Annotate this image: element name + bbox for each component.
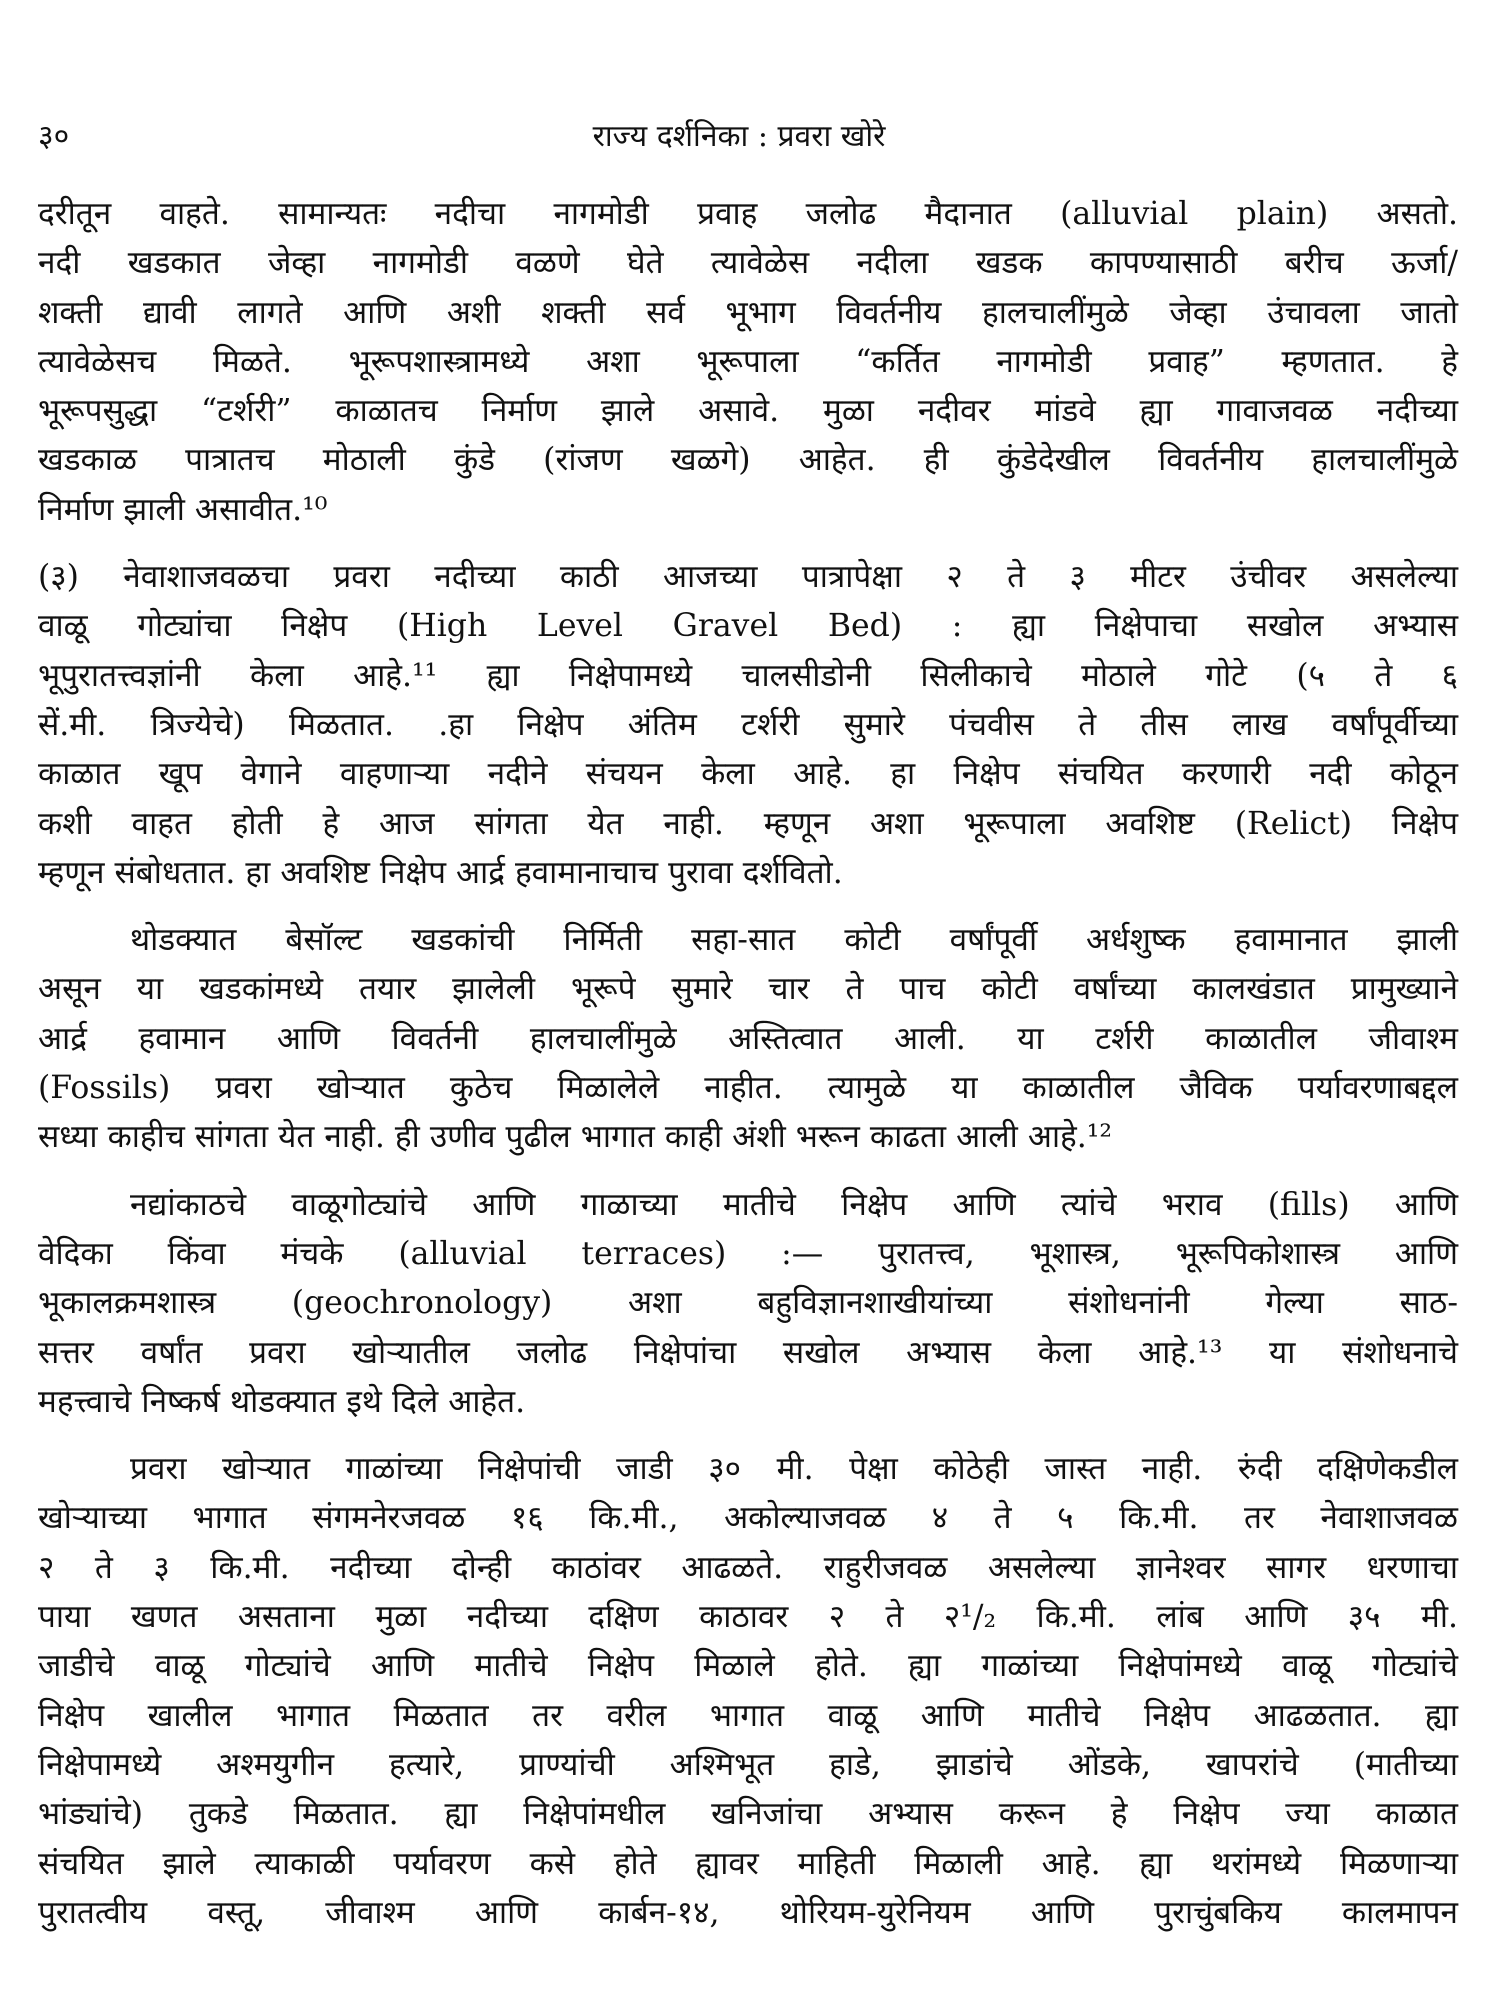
text-line: सत्तर वर्षांत प्रवरा खोऱ्यातील जलोढ निक्षेपांचा सखोल अभ्यास केला आहे.¹³ या संशोधनाचे (38, 1334, 1458, 1371)
text-line: खोऱ्याच्या भागात संगमनेरजवळ १६ कि.मी., अकोल्याजवळ ४ ते ५ कि.मी. तर नेवाशाजवळ (38, 1500, 1458, 1537)
text-line: पुरातत्वीय वस्तू, जीवाश्म आणि कार्बन-१४, थोरियम-युरेनियम आणि पुराचुंबकिय कालमापन (38, 1894, 1458, 1931)
running-head (38, 114, 1440, 164)
text-line: भूरूपसुद्धा “टर्शरी” काळातच निर्माण झाले असावे. मुळा नदीवर मांडवे ह्या गावाजवळ नदीच्या (38, 393, 1458, 430)
text-line: थोडक्यात बेसॉल्ट खडकांची निर्मिती सहा-सात कोटी वर्षांपूर्वी अर्धशुष्क हवामानात झाली (130, 922, 1458, 959)
paragraph-gravel-bed (38, 553, 1458, 898)
text-line: निक्षेप खालील भागात मिळतात तर वरील भागात वाळू आणि मातीचे निक्षेप आढळतात. ह्या (38, 1697, 1458, 1734)
text-line: सध्या काहीच सांगता येत नाही. ही उणीव पुढील भागात काही अंशी भरून काढता आली आहे.¹² (38, 1119, 1113, 1156)
text-line: म्हणून संबोधतात. हा अवशिष्ट निक्षेप आर्द्र हवामानाचाच पुरावा दर्शवितो. (38, 854, 843, 891)
text-line: असून या खडकांमध्ये तयार झालेली भूरूपे सुमारे चार ते पाच कोटी वर्षांच्या कालखंडात प्रामुख्याने (38, 971, 1458, 1008)
text-line: महत्त्वाचे निष्कर्ष थोडक्यात इथे दिले आहेत. (38, 1383, 526, 1420)
paragraph-deposits (38, 1445, 1458, 1938)
text-line: संचयित झाले त्याकाळी पर्यावरण कसे होते ह्यावर माहिती मिळाली आहे. ह्या थरांमध्ये मिळणाऱ्या (38, 1845, 1458, 1882)
text-line: वाळू गोट्यांचा निक्षेप (High Level Gravel Bed) : ह्या निक्षेपाचा सखोल अभ्यास (38, 608, 1458, 645)
paragraph-basalt (38, 916, 1458, 1162)
body-text (38, 190, 1458, 1956)
text-line: नदी खडकात जेव्हा नागमोडी वळणे घेते त्यावेळेस नदीला खडक कापण्यासाठी बरीच ऊर्जा/ (38, 245, 1458, 282)
text-line: आर्द्र हवामान आणि विवर्तनी हालचालींमुळे अस्तित्वात आली. या टर्शरी काळातील जीवाश्म (38, 1020, 1458, 1057)
text-line: निक्षेपामध्ये अश्मयुगीन हत्यारे, प्राण्यांची अश्मिभूत हाडे, झाडांचे ओंडके, खापरांचे (मातीच्या (38, 1746, 1458, 1783)
paragraph-terraces (38, 1181, 1458, 1427)
text-line: पाया खणत असताना मुळा नदीच्या दक्षिण काठावर २ ते २¹/₂ कि.मी. लांब आणि ३५ मी. (38, 1599, 1458, 1636)
page-number: ३० (38, 119, 70, 154)
text-line: भूपुरातत्त्वज्ञांनी केला आहे.¹¹ ह्या निक्षेपामध्ये चालसीडोनी सिलीकाचे मोठाले गोटे (५ ते ६ (38, 657, 1458, 694)
text-line: दरीतून वाहते. सामान्यतः नदीचा नागमोडी प्रवाह जलोढ मैदानात (alluvial plain) असतो. (38, 196, 1458, 232)
text-line: वेदिका किंवा मंचके (alluvial terraces) :— पुरातत्त्व, भूशास्त्र, भूरूपिकोशास्त्र आणि (38, 1235, 1458, 1272)
text-line: शक्ती द्यावी लागते आणि अशी शक्ती सर्व भूभाग विवर्तनीय हालचालींमुळे जेव्हा उंचावला जातो (38, 294, 1458, 331)
text-line: भूकालक्रमशास्त्र (geochronology) अशा बहुविज्ञानशाखीयांच्या संशोधनांनी गेल्या साठ- (38, 1285, 1458, 1322)
text-line: भांड्यांचे) तुकडे मिळतात. ह्या निक्षेपांमधील खनिजांचा अभ्यास करून हे निक्षेप ज्या काळात (38, 1796, 1458, 1833)
text-line: सें.मी. त्रिज्येचे) मिळतात. .हा निक्षेप अंतिम टर्शरी सुमारे पंचवीस ते तीस लाख वर्षांपूर्वीच्या (38, 706, 1458, 743)
text-line: जाडीचे वाळू गोट्यांचे आणि मातीचे निक्षेप मिळाले होते. ह्या गाळांच्या निक्षेपांमध्ये वाळू गोट्यांचे (38, 1648, 1458, 1685)
text-line: प्रवरा खोऱ्यात गाळांच्या निक्षेपांची जाडी ३० मी. पेक्षा कोठेही जास्त नाही. रुंदी दक्षिणेकडील (130, 1451, 1458, 1488)
text-line: (Fossils) प्रवरा खोऱ्यात कुठेच मिळालेले नाहीत. त्यामुळे या काळातील जैविक पर्यावरणाबद्दल (38, 1070, 1458, 1107)
text-line: नद्यांकाठचे वाळूगोट्यांचे आणि गाळाच्या मातीचे निक्षेप आणि त्यांचे भराव (fills) आणि (130, 1186, 1458, 1223)
text-line: (३) नेवाशाजवळचा प्रवरा नदीच्या काठी आजच्या पात्रापेक्षा २ ते ३ मीटर उंचीवर असलेल्या (38, 559, 1458, 596)
paragraph-meander (38, 190, 1458, 535)
text-line: काळात खूप वेगाने वाहणाऱ्या नदीने संचयन केला आहे. हा निक्षेप संचयित करणारी नदी कोठून (38, 756, 1458, 793)
running-title: राज्य दर्शनिका : प्रवरा खोरे (592, 119, 886, 154)
text-line: कशी वाहत होती हे आज सांगता येत नाही. म्हणून अशा भूरूपाला अवशिष्ट (Relict) निक्षेप (38, 805, 1458, 842)
text-line: निर्माण झाली असावीत.¹⁰ (38, 491, 328, 528)
text-line: खडकाळ पात्रातच मोठाली कुंडे (रांजण खळगे) आहेत. ही कुंडेदेखील विवर्तनीय हालचालींमुळे (38, 442, 1458, 479)
text-line: २ ते ३ कि.मी. नदीच्या दोन्ही काठांवर आढळते. राहुरीजवळ असलेल्या ज्ञानेश्वर सागर धरणाचा (38, 1549, 1458, 1586)
text-line: त्यावेळेसच मिळते. भूरूपशास्त्रामध्ये अशा भूरूपाला “कर्तित नागमोडी प्रवाह” म्हणतात. हे (38, 343, 1458, 380)
